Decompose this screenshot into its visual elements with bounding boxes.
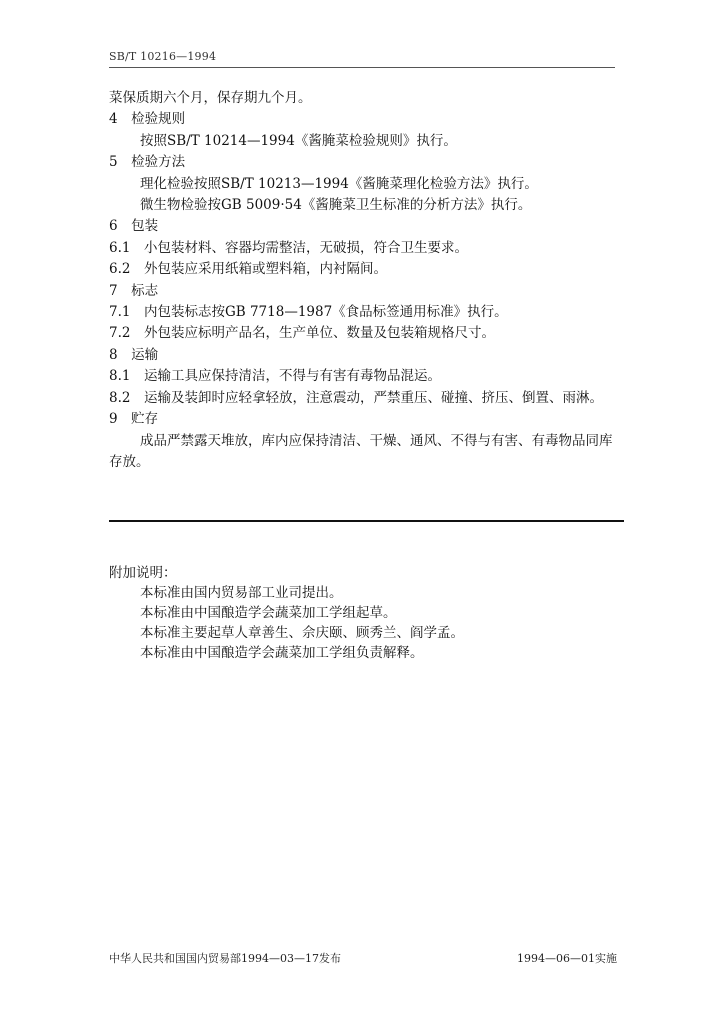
section-heading: 6 包装 xyxy=(109,218,159,235)
header-rule xyxy=(109,67,615,68)
text-line: 理化检验按照SB/T 10213—1994《酱腌菜理化检验方法》执行。 xyxy=(140,175,538,192)
section-heading: 8 运输 xyxy=(109,346,159,363)
effective-date-footer: 1994—06—01实施 xyxy=(517,952,617,965)
note-item: 本标准由中国酿造学会蔬菜加工学组负责解释。 xyxy=(140,645,424,661)
text-line: 6.1 小包装材料、容器均需整洁，无破损，符合卫生要求。 xyxy=(109,239,468,256)
section-heading: 7 标志 xyxy=(109,282,159,299)
text-paragraph: 成品严禁露天堆放，库内应保持清洁、干燥、通风、不得与有害、有毒物品同库存放。 xyxy=(109,432,613,470)
notes-title: 附加说明： xyxy=(109,565,177,581)
note-item: 本标准由中国酿造学会蔬菜加工学组起草。 xyxy=(140,605,397,621)
text-line: 7.2 外包装应标明产品名，生产单位、数量及包装箱规格尺寸。 xyxy=(109,325,495,342)
issuer-footer: 中华人民共和国国内贸易部1994—03—17发布 xyxy=(109,952,341,965)
text-line: 微生物检验按GB 5009·54《酱腌菜卫生标准的分析方法》执行。 xyxy=(140,197,532,214)
text-line: 菜保质期六个月，保存期九个月。 xyxy=(109,90,312,106)
standard-code-header: SB/T 10216—1994 xyxy=(109,50,217,63)
text-paragraph: 8.2 运输及装卸时应轻拿轻放，注意震动，严禁重压、碰撞、挤压、倒置、雨淋。 xyxy=(109,389,603,406)
section-heading: 4 检验规则 xyxy=(109,111,186,128)
section-divider xyxy=(109,520,624,522)
document-body xyxy=(109,88,624,473)
text-line: 7.1 内包装标志按GB 7718—1987《食品标签通用标准》执行。 xyxy=(109,304,508,321)
supplementary-notes xyxy=(109,563,624,663)
note-item: 本标准由国内贸易部工业司提出。 xyxy=(140,585,343,601)
section-heading: 9 贮存 xyxy=(109,411,159,428)
text-line: 按照SB/T 10214—1994《酱腌菜检验规则》执行。 xyxy=(140,132,457,149)
text-line: 8.1 运输工具应保持清洁，不得与有害有毒物品混运。 xyxy=(109,368,441,385)
section-heading: 5 检验方法 xyxy=(109,154,186,171)
text-line: 6.2 外包装应采用纸箱或塑料箱，内衬隔间。 xyxy=(109,261,387,278)
note-item: 本标准主要起草人章善生、佘庆颐、顾秀兰、阎学孟。 xyxy=(140,625,464,641)
